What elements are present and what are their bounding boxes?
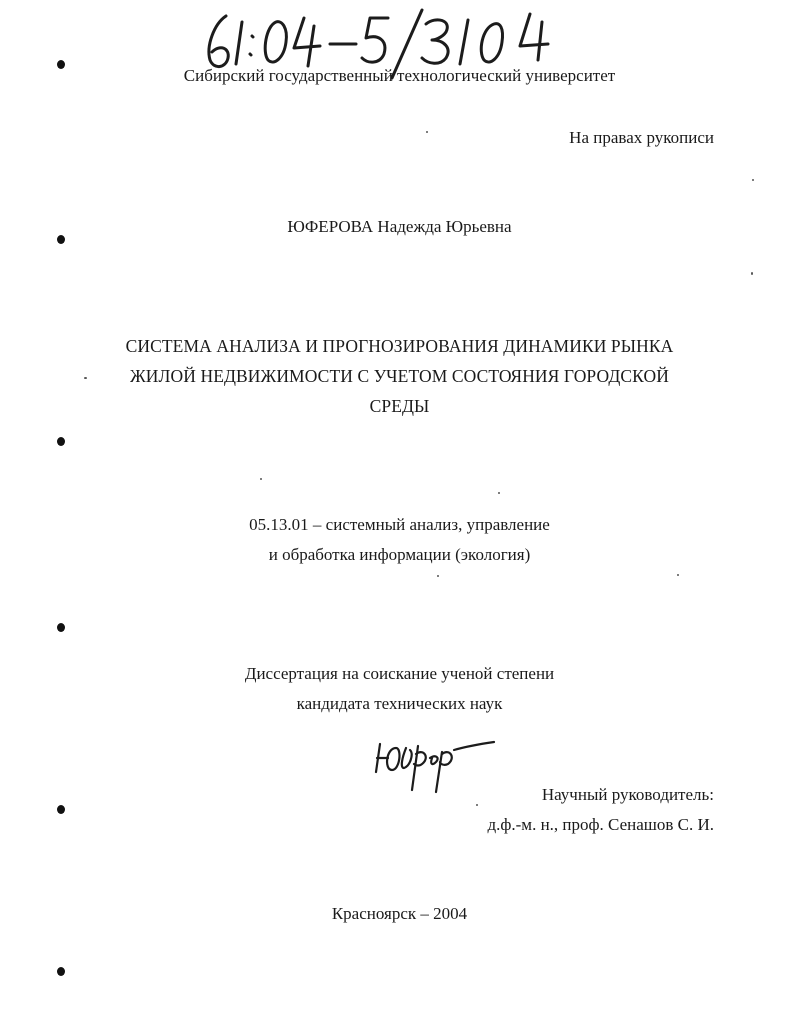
specialty-line-2: и обработка информации (экология): [268, 545, 531, 564]
university-name: Сибирский государственный технологический университет: [183, 66, 616, 85]
scan-speck: [476, 804, 478, 806]
binding-hole-mark: [57, 235, 65, 244]
binding-hole-mark: [57, 967, 65, 976]
supervisor-name: д.ф.-м. н., проф. Сенашов С. И.: [487, 815, 714, 834]
manuscript-note: На правах рукописи: [569, 128, 714, 147]
binding-hole-mark: [57, 805, 65, 814]
scan-speck: [677, 574, 679, 576]
supervisor-label: Научный руководитель:: [541, 785, 714, 804]
title-line-3: СРЕДЫ: [369, 396, 430, 416]
scan-speck: [752, 179, 754, 181]
author-signature: [370, 728, 500, 798]
specialty-line-1: 05.13.01 – системный анализ, управление: [249, 515, 550, 534]
author-name: ЮФЕРОВА Надежда Юрьевна: [287, 217, 512, 236]
scan-speck: [751, 272, 753, 275]
binding-hole-mark: [57, 437, 65, 446]
binding-hole-mark: [57, 60, 65, 69]
binding-hole-mark: [57, 623, 65, 632]
degree-line-1: Диссертация на соискание ученой степени: [244, 664, 555, 683]
scan-speck: [426, 131, 428, 133]
scan-speck: [260, 478, 262, 480]
title-line-2: ЖИЛОЙ НЕДВИЖИМОСТИ С УЧЕТОМ СОСТОЯНИЯ ГОРОДСКОЙ: [130, 366, 669, 386]
title-line-1: СИСТЕМА АНАЛИЗА И ПРОГНОЗИРОВАНИЯ ДИНАМИКИ РЫНКА: [125, 336, 674, 356]
scan-speck: [84, 377, 87, 379]
degree-line-2: кандидата технических наук: [296, 694, 503, 713]
scan-speck: [437, 575, 439, 577]
city-year: Красноярск – 2004: [331, 904, 468, 923]
scan-speck: [498, 492, 500, 494]
